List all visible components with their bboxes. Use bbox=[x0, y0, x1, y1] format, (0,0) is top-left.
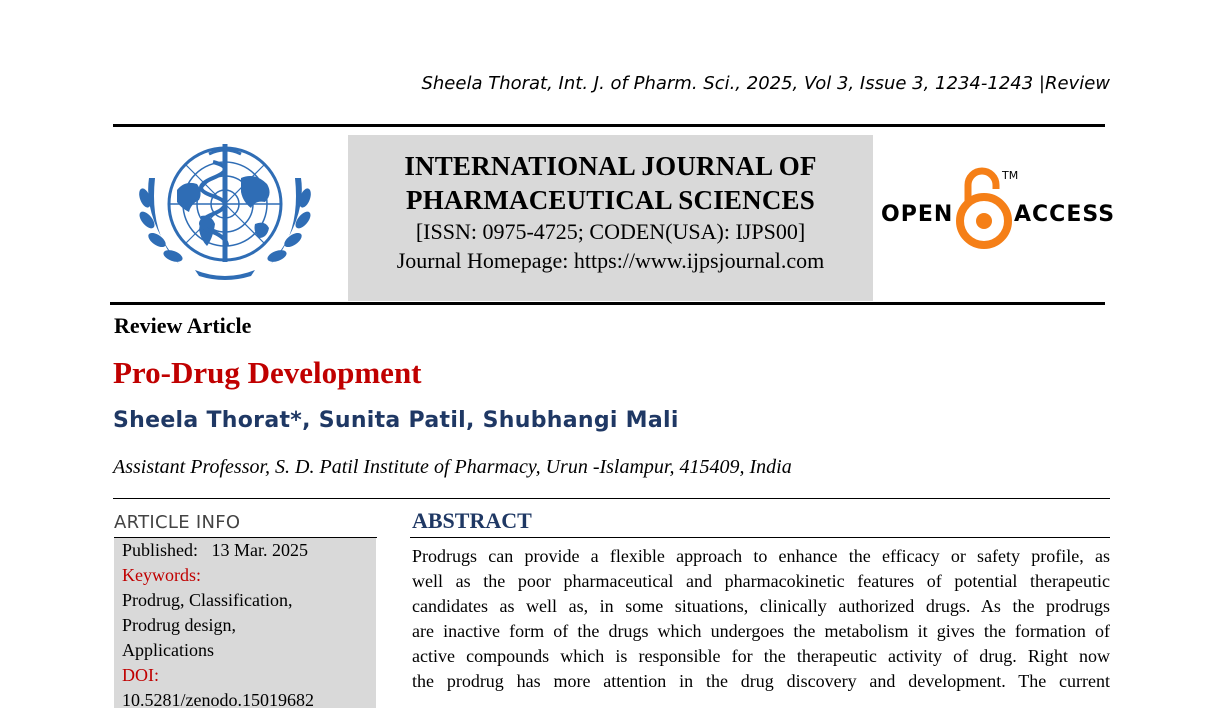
journal-title-line1: INTERNATIONAL JOURNAL OF bbox=[404, 151, 817, 181]
journal-homepage-link[interactable]: Journal Homepage: https://www.ijpsjournal.com bbox=[396, 248, 825, 273]
article-info-panel bbox=[114, 538, 376, 708]
abstract-line: well as the poor pharmaceutical and pharmacokinetic features of potential therapeutic bbox=[412, 571, 1110, 591]
keywords-label: Keywords: bbox=[122, 565, 201, 585]
citation-header: Sheela Thorat, Int. J. of Pharm. Sci., 2025, Vol 3, Issue 3, 1234-1243 |Review bbox=[421, 73, 1110, 94]
published-row bbox=[122, 538, 376, 563]
abstract-line: are inactive form of the drugs which undergoes the metabolism it gives the formation of bbox=[412, 621, 1110, 641]
abstract-rule bbox=[410, 537, 1110, 538]
keywords-line: Prodrug, Classification, bbox=[122, 590, 293, 610]
header-rule-top bbox=[113, 124, 1105, 127]
open-access-logo bbox=[878, 165, 1116, 255]
published-label: Published: bbox=[122, 540, 199, 560]
author-list: Sheela Thorat*, Sunita Patil, Shubhangi Mali bbox=[113, 408, 679, 433]
article-info-heading: ARTICLE INFO bbox=[114, 512, 241, 533]
journal-title-line2: PHARMACEUTICAL SCIENCES bbox=[406, 185, 815, 215]
abstract-heading: ABSTRACT bbox=[412, 508, 532, 533]
published-date: 13 Mar. 2025 bbox=[211, 540, 309, 560]
journal-masthead bbox=[348, 135, 873, 301]
open-label: OPEN bbox=[881, 202, 954, 227]
abstract-body bbox=[412, 544, 1110, 694]
article-title: Pro-Drug Development bbox=[113, 355, 422, 390]
keywords-line: Applications bbox=[122, 640, 214, 660]
doi-label: DOI: bbox=[122, 665, 159, 685]
header-rule-bottom bbox=[110, 302, 1105, 305]
abstract-line: the prodrug has more attention in the drug discovery and development. The current bbox=[412, 671, 1110, 691]
abstract-line: Prodrugs can provide a flexible approach to enhance the efficacy or safety profile, as bbox=[412, 546, 1110, 566]
journal-emblem-logo bbox=[125, 138, 325, 283]
access-label: ACCESS bbox=[1014, 202, 1116, 227]
section-divider bbox=[113, 498, 1110, 499]
keywords-line: Prodrug design, bbox=[122, 615, 236, 635]
journal-title bbox=[348, 149, 873, 217]
abstract-line: candidates as well as, in some situations, clinically authorized drugs. As the prodrugs bbox=[412, 596, 1110, 616]
doi-link[interactable]: 10.5281/zenodo.15019682 bbox=[122, 690, 314, 710]
journal-issn: [ISSN: 0975-4725; CODEN(USA): IJPS00] bbox=[415, 219, 806, 244]
author-affiliation: Assistant Professor, S. D. Patil Institute of Pharmacy, Urun -Islampur, 415409, India bbox=[113, 456, 792, 478]
article-type: Review Article bbox=[114, 313, 252, 338]
abstract-line: active compounds which is responsible for the therapeutic activity of drug. Right now bbox=[412, 646, 1110, 666]
trademark-label: TM bbox=[1002, 169, 1019, 182]
